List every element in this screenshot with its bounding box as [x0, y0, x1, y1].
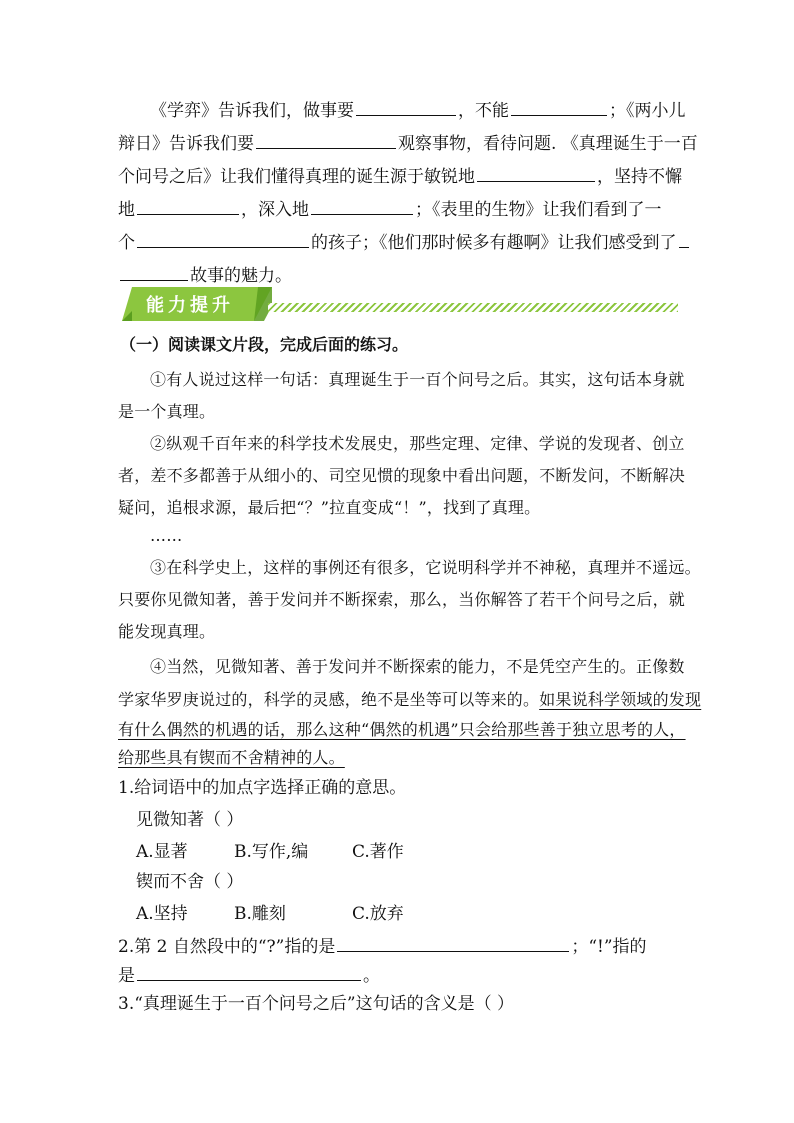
- question-1-word-2: 锲而不舍（ ）: [136, 872, 244, 892]
- question-2-line-2: 是 。: [118, 963, 380, 988]
- answer-blank[interactable]: [256, 131, 396, 149]
- reading-line: ①有人说过这样一句话：真理诞生于一百个问号之后。其实，这句话本身就: [150, 370, 685, 389]
- reading-line: ②纵观千百年来的科学技术发展史，那些定理、定律、学说的发现者、创立: [150, 434, 685, 453]
- question-3-stem: 3.“真理诞生于一百个问号之后”这句话的含义是（ ）: [118, 994, 515, 1014]
- answer-blank[interactable]: [137, 230, 309, 248]
- intro-line-6: 故事的魅力。: [118, 263, 292, 288]
- option-c[interactable]: C.著作: [352, 842, 404, 862]
- option-b[interactable]: B.雕刻: [234, 904, 286, 924]
- answer-blank[interactable]: [337, 934, 569, 952]
- answer-blank[interactable]: [120, 263, 188, 281]
- reading-line: 学家华罗庚说过的，科学的灵感，绝不是坐等可以等来的。如果说科学领域的发现: [118, 690, 702, 709]
- reading-line: ③在科学史上，这样的事例还有很多，它说明科学并不神秘，真理并不遥远。: [150, 558, 701, 577]
- answer-blank[interactable]: [477, 164, 595, 182]
- underlined-sentence: 如果说科学领域的发现: [539, 690, 702, 709]
- answer-blank[interactable]: [137, 963, 361, 981]
- reading-line: 是一个真理。: [118, 402, 216, 421]
- answer-blank[interactable]: [511, 98, 607, 116]
- section-heading: （一）阅读课文片段，完成后面的练习。: [120, 335, 409, 354]
- intro-line-1: 《学弈》告诉我们，做事要 ，不能 ；《两小儿: [150, 98, 686, 123]
- intro-line-5: 个 的孩子；《他们那时候多有趣啊》让我们感受到了: [118, 230, 691, 255]
- intro-line-3: 个问号之后》让我们懂得真理的诞生源于敏锐地 ，坚持不懈: [118, 164, 682, 189]
- banner-hatch-strip: [268, 303, 678, 312]
- option-c[interactable]: C.放弃: [352, 904, 404, 924]
- answer-blank[interactable]: [679, 230, 689, 248]
- reading-line: ④当然，见微知著、善于发问并不断探索的能力，不是凭空产生的。正像数: [150, 657, 685, 676]
- answer-blank[interactable]: [137, 197, 239, 215]
- question-1-word-1: 见微知著（ ）: [136, 810, 244, 830]
- question-1-stem: 1.给词语中的加点字选择正确的意思。: [118, 778, 407, 798]
- reading-ellipsis: ……: [150, 526, 183, 545]
- question-1-options-2: [136, 902, 404, 926]
- question-2-line-1: 2.第 2 自然段中的“?”指的是 ；“!”指的: [118, 934, 647, 959]
- answer-blank[interactable]: [356, 98, 456, 116]
- underlined-sentence: 有什么偶然的机遇的话，那么这种“偶然的机遇”只会给那些善于独立思考的人，: [118, 720, 686, 739]
- banner-title: 能力提升: [146, 295, 234, 316]
- intro-line-4: 地 ，深入地 ；《表里的生物》让我们看到了一: [118, 197, 662, 222]
- option-a[interactable]: A.坚持: [136, 904, 188, 924]
- reading-line: 能发现真理。: [118, 622, 216, 641]
- underlined-sentence: 给那些具有锲而不舍精神的人。: [118, 748, 345, 767]
- option-a[interactable]: A.显著: [136, 842, 188, 862]
- section-banner: [118, 285, 678, 325]
- question-1-options-1: [136, 840, 404, 864]
- intro-line-2: 辩日》告诉我们要 观察事物，看待问题. 《真理诞生于一百: [118, 131, 698, 156]
- reading-line: 疑问，追根求源，最后把“？”拉直变成“！”，找到了真理。: [118, 498, 541, 517]
- option-b[interactable]: B.写作,编: [234, 842, 309, 862]
- answer-blank[interactable]: [311, 197, 413, 215]
- reading-line: 只要你见微知著，善于发问并不断探索，那么，当你解答了若干个问号之后，就: [118, 590, 686, 609]
- reading-line: 者，差不多都善于从细小的、司空见惯的现象中看出问题，不断发问，不断解决: [118, 466, 686, 485]
